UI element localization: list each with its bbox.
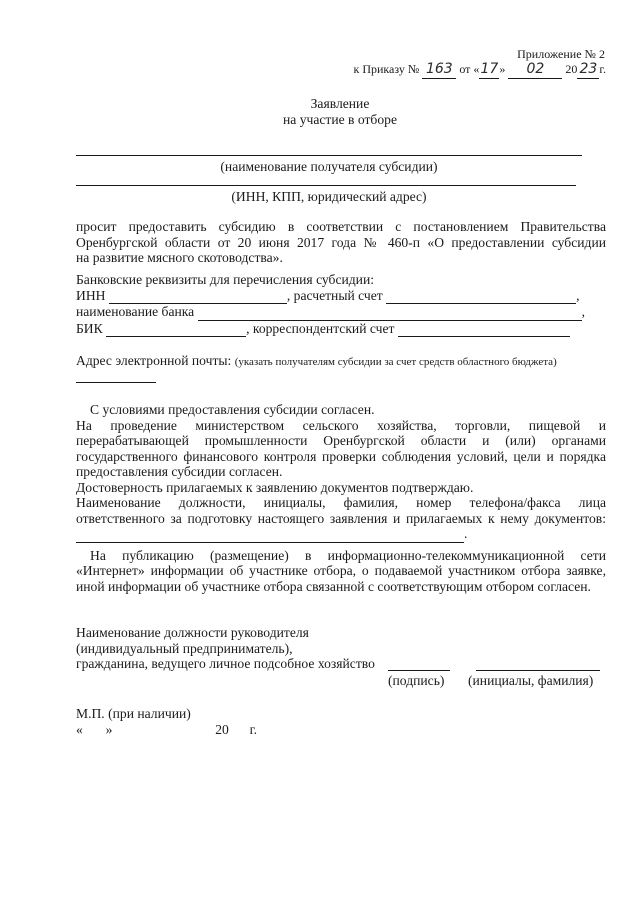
date-year-field[interactable] <box>232 722 246 738</box>
date-close-quote: » <box>105 722 113 737</box>
order-day-close: » <box>499 62 506 76</box>
document-title <box>200 96 480 127</box>
bank-heading: Банковские реквизиты для перечисления субсидии: <box>76 272 375 287</box>
signature-field[interactable] <box>388 670 450 671</box>
date-year-prefix: 20 <box>215 722 229 737</box>
date-row <box>76 722 257 738</box>
responsible-person-end: . <box>464 526 468 541</box>
consent-inspection-line-2: перерабатывающей промышленности Оренбургской области и (или) органами <box>76 433 606 448</box>
bank-name-row <box>76 304 606 321</box>
recipient-name-caption: (наименование получателя субсидии) <box>220 159 438 174</box>
bik-label: БИК <box>76 320 103 336</box>
consent-publication-line-3: иной информации об участнике отбора связанной с соответствующим отбором согласен. <box>76 578 591 594</box>
initials-field[interactable] <box>476 670 600 671</box>
consent-inspection-line-4: предоставления субсидии согласен. <box>76 464 283 479</box>
inn-field[interactable] <box>109 288 287 305</box>
order-prefix: к Приказу № <box>353 62 420 76</box>
initials-caption: (инициалы, фамилия) <box>468 673 594 688</box>
bank-block <box>76 272 606 337</box>
responsible-person-row <box>76 526 606 543</box>
order-reference <box>353 62 606 79</box>
stamp-label: М.П. (при наличии) <box>76 706 191 721</box>
bank-name-field[interactable] <box>198 304 582 321</box>
recipient-ids-line <box>76 185 576 186</box>
consent-inspection-line-3: государственного финансового контроля проверки соблюдения условий, цели и порядка <box>76 448 606 464</box>
responsible-person-line-2: ответственного за подготовку настоящего заявления и прилагаемых к нему документов: <box>76 510 606 526</box>
consent-publication-line-2: «Интернет» информации об участнике отбора, о подаваемой участником отбора заявке, <box>76 563 606 578</box>
email-label: Адрес электронной почты: <box>76 353 232 368</box>
order-from-label: от « <box>459 62 480 76</box>
responsible-person-line-1: Наименование должности, инициалы, фамилия, номер телефона/факса лица <box>76 495 606 510</box>
order-day-field: 17 <box>480 61 499 77</box>
order-year-unit: г. <box>599 62 606 76</box>
inn-label: ИНН <box>76 287 106 303</box>
request-line-3: на развитие мясного скотоводства». <box>76 250 283 265</box>
signature-block <box>76 625 606 672</box>
request-line-1: просит предоставить субсидию в соответствии с постановлением Правительства <box>76 219 606 234</box>
request-line-2: Оренбургской области от 20 июня 2017 года № 460-п «О предоставлении субсидии <box>76 234 606 250</box>
consent-authenticity: Достоверность прилагаемых к заявлению документов подтверждаю. <box>76 479 474 495</box>
inn-row-comma: , <box>576 287 580 303</box>
order-year-field: 23 <box>577 62 599 79</box>
order-year-prefix: 20 <box>565 62 578 76</box>
email-field[interactable] <box>76 382 156 383</box>
bank-inn-row <box>76 288 606 305</box>
date-day-field[interactable] <box>86 722 102 738</box>
bik-field[interactable] <box>106 321 246 338</box>
signature-title-line-2: (индивидуальный предприниматель), <box>76 640 293 656</box>
title-line-2: на участие в отборе <box>283 111 397 127</box>
consent-inspection-line-1: На проведение министерством сельского хозяйства, торговли, пищевой и <box>76 417 606 433</box>
date-year-unit: г. <box>249 722 258 737</box>
appendix-label: Приложение № 2 <box>517 47 605 61</box>
consents-block <box>76 402 606 594</box>
signature-title-line-1: Наименование должности руководителя <box>76 625 309 640</box>
title-line-1: Заявление <box>310 96 370 111</box>
signature-title-line-3-text: гражданина, ведущего личное подсобное хозяйство <box>76 656 375 671</box>
date-open-quote: « <box>76 722 83 737</box>
bank-name-comma: , <box>581 304 586 319</box>
recipient-name-line <box>76 155 582 156</box>
request-paragraph <box>76 219 606 266</box>
account-label: , расчетный счет <box>286 287 383 303</box>
account-field[interactable] <box>386 288 576 305</box>
order-number-field: 163 <box>422 62 456 79</box>
date-month-field[interactable] <box>116 722 212 738</box>
recipient-ids-caption: (ИНН, КПП, юридический адрес) <box>231 189 427 204</box>
email-row <box>76 353 606 371</box>
bank-name-label: наименование банка <box>76 304 195 319</box>
order-month-field: 02 <box>508 62 562 79</box>
signature-caption: (подпись) <box>388 673 445 688</box>
email-note: (указать получателям субсидии за счет средств областного бюджета) <box>234 356 557 368</box>
bank-bik-row <box>76 321 606 338</box>
corr-account-label: , корреспондентский счет <box>246 320 395 336</box>
consent-conditions: С условиями предоставления субсидии согласен. <box>90 402 375 417</box>
responsible-person-field[interactable] <box>76 526 464 543</box>
consent-publication-line-1: На публикацию (размещение) в информационно-телекоммуникационной сети <box>90 547 606 563</box>
corr-account-field[interactable] <box>398 321 570 338</box>
